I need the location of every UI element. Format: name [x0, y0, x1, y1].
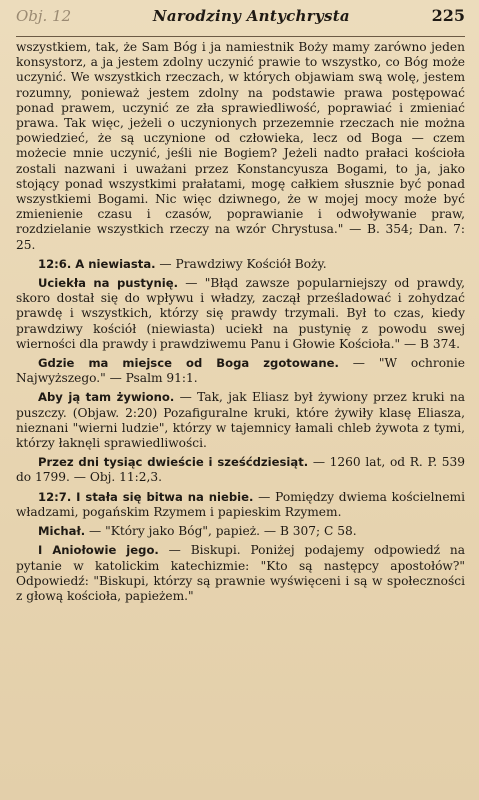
verse-keyword: Uciekła na pustynię.	[38, 276, 178, 291]
paragraph-text: — Biskupi. Poniżej podajemy odpowiedź na pytanie w katolickim katechizmie: "Kto są następcy apostołów?" Odpowiedź: "Biskupi, którzy są prawnie wyświęceni i są w społeczności z głową kościoła, papieżem."	[16, 543, 466, 603]
paragraph	[16, 524, 465, 539]
header-left-text: Obj. 12	[16, 7, 72, 25]
paragraph	[16, 455, 465, 485]
verse-keyword: 12:6. A niewiasta.	[38, 256, 156, 271]
paragraph	[16, 276, 465, 352]
paragraph-text: wszystkiem, tak, że Sam Bóg i ja namiestnik Boży mamy zarówno jeden konsystorz, a ja jestem zdolny uczynić prawie to wszystko, co Bóg może uczynić. We wszystkich rzeczach, w których objawiam swą wolę, jestem rozumny, ponieważ jestem zdolny na podstawie prawa postępować ponad prawem, uczynić ze zła sprawiedliwość, poprawiać i zmieniać prawa. Tak więc, jeżeli o uczynionych przezemnie rzeczach nie można powiedzieć, że są uczynione od człowieka, lecz od Boga — czem możecie mnie uczynić, jeśli nie Bogiem? Jeżeli nadto prałaci kościoła zostali nazwani i uważani przez Konstancyusza Bogami, to ja, jako stojący ponad wszystkimi prałatami, mogę całkiem słusznie być ponad wszystkiemi Bogami. Nic więc dziwnego, że w mojej mocy może być zmienienie czasu i czasów, poprawianie i odwoływanie praw, rozdzielanie wszystkich rzeczy na wzór Chrystusa." — B. 354; Dan. 7: 25.	[16, 40, 465, 252]
paragraph-text: — Pomiędzy dwiema kościelnemi władzami, pogańskim Rzymem i papieskim Rzymem.	[16, 489, 465, 519]
running-header	[16, 6, 465, 37]
verse-keyword: I Aniołowie jego.	[38, 543, 159, 558]
verse-keyword: Gdzie ma miejsce od Boga zgotowane.	[38, 356, 339, 371]
paragraph	[16, 356, 465, 386]
paragraph	[16, 543, 465, 604]
paragraph-text: — Tak, jak Eliasz był żywiony przez kruki na puszczy. (Objaw. 2:20) Pozafiguralne kruki, które żywiły klasę Eliasza, nieznani "wierni ludzie", którzy w tajemnicy łamali chleb żywota z tymi, którzy łaknęli sprawiedliwości.	[16, 390, 466, 451]
paragraph-text: — 1260 lat, od R. P. 539 do 1799. — Obj. 11:2,3.	[16, 455, 466, 485]
paragraph	[16, 40, 465, 253]
page-body	[16, 40, 465, 604]
page-number: 225	[431, 6, 465, 25]
paragraph	[16, 257, 465, 272]
verse-keyword: Michał.	[38, 524, 86, 539]
paragraph-text: — Prawdziwy Kościół Boży.	[155, 256, 327, 271]
verse-keyword: 12:7. I stała się bitwa na niebie.	[38, 489, 254, 504]
paragraph	[16, 390, 465, 451]
paragraph-text: — "Błąd zawsze popularniejszy od prawdy, skoro dostał się do wpływu i władzy, zaczął prześladować i zohydzać prawdę i wszystkich, którzy się prawdy trzymali. Był to czas, kiedy prawdziwy kościół (niewiasta) uciekł na pustynię z powodu swej wierności dla prawdy i prawdziwemu Panu i Głowie Kościoła." — B 374.	[16, 276, 465, 351]
paragraph-text: — "Który jako Bóg", papież. — B 307; C 58.	[85, 524, 357, 539]
verse-keyword: Aby ją tam żywiono.	[38, 390, 175, 405]
running-title: Narodziny Antychrysta	[152, 7, 350, 25]
paragraph-text: — "W ochronie Najwyższego." — Psalm 91:1.	[16, 356, 466, 386]
verse-keyword: Przez dni tysiąc dwieście i sześćdziesiąt.	[38, 455, 309, 470]
paragraph	[16, 490, 465, 520]
